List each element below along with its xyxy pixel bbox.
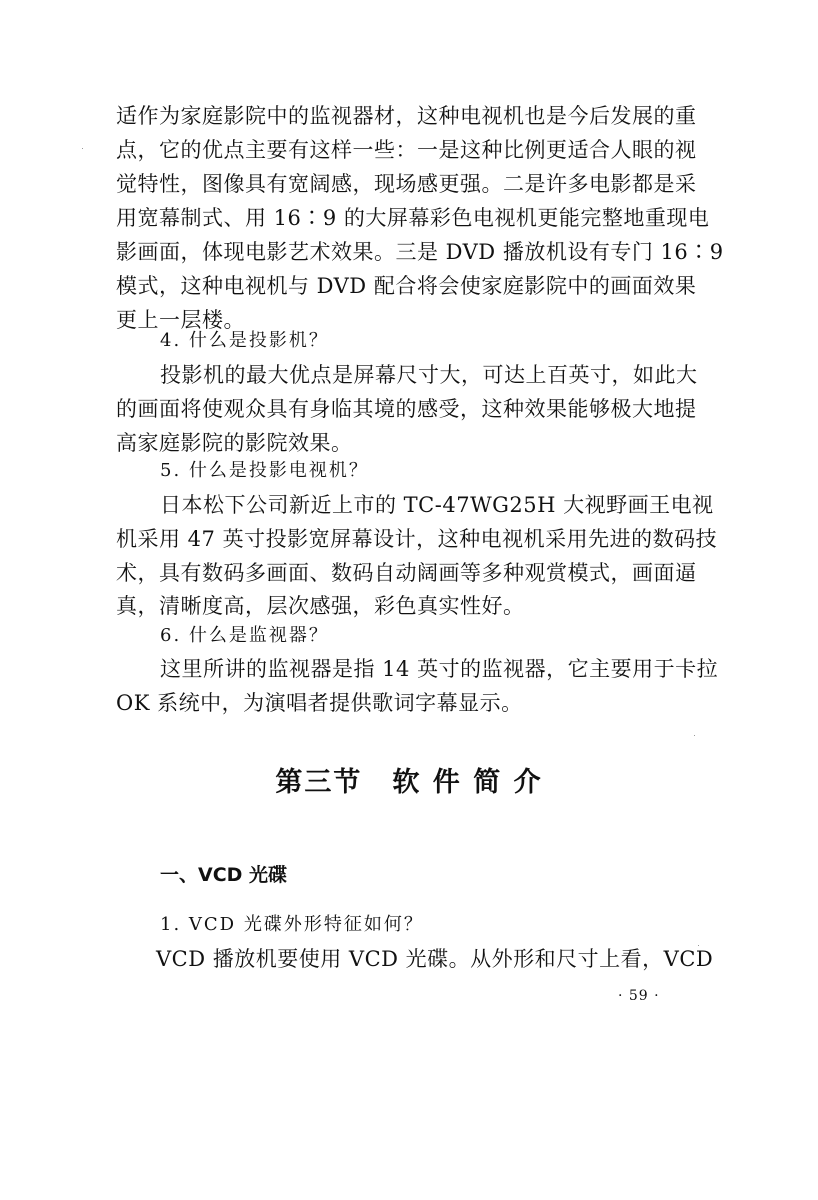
question-heading-6: 6. 什么是监视器？ bbox=[160, 625, 329, 646]
paragraph-line: 更上一层楼。 bbox=[116, 308, 245, 332]
paragraph-line: 机采用 47 英寸投影宽屏幕设计，这种电视机采用先进的数码技 bbox=[116, 527, 718, 551]
section-number: 第三节 bbox=[275, 767, 363, 798]
paragraph-line: 这里所讲的监视器是指 14 英寸的监视器，它主要用于卡拉 bbox=[160, 657, 719, 681]
subsection-heading: 一、VCD 光碟 bbox=[160, 864, 288, 886]
paragraph-line: 适作为家庭影院中的监视器材，这种电视机也是今后发展的重 bbox=[116, 104, 697, 128]
paragraph-line: 觉特性，图像具有宽阔感，现场感更强。二是许多电影都是采 bbox=[116, 172, 697, 196]
paragraph-line: 投影机的最大优点是屏幕尺寸大，可达上百英寸，如此大 bbox=[160, 363, 698, 387]
scan-speck bbox=[82, 148, 83, 149]
paragraph-line: 影画面，体现电影艺术效果。三是 DVD 播放机设有专门 16∶9 bbox=[116, 240, 724, 264]
paragraph-line: 用宽幕制式、用 16∶9 的大屏幕彩色电视机更能完整地重现电 bbox=[116, 206, 710, 230]
paragraph-line: 点，它的优点主要有这样一些：一是这种比例更适合人眼的视 bbox=[116, 138, 697, 162]
paragraph-line: 日本松下公司新近上市的 TC-47WG25H 大视野画王电视 bbox=[160, 493, 714, 517]
paragraph-line: VCD 播放机要使用 VCD 光碟。从外形和尺寸上看，VCD bbox=[156, 947, 714, 971]
section-name: 软 件 简 介 bbox=[392, 767, 543, 798]
paragraph-line: 的画面将使观众具有身临其境的感受，这种效果能够极大地提 bbox=[116, 397, 697, 421]
section-title bbox=[0, 760, 818, 799]
scan-speck bbox=[694, 735, 695, 736]
question-heading-5: 5. 什么是投影电视机？ bbox=[160, 460, 369, 481]
paragraph-line: 高家庭影院的影院效果。 bbox=[116, 431, 353, 455]
paragraph-line: OK 系统中，为演唱者提供歌词字幕显示。 bbox=[116, 691, 523, 715]
page-number: · 59 · bbox=[618, 988, 660, 1004]
scan-speck bbox=[698, 945, 699, 946]
question-heading-4: 4. 什么是投影机？ bbox=[160, 330, 329, 351]
paragraph-line: 模式，这种电视机与 DVD 配合将会使家庭影院中的画面效果 bbox=[116, 274, 697, 298]
paragraph-line: 真，清晰度高，层次感强，彩色真实性好。 bbox=[116, 594, 525, 618]
paragraph-line: 术，具有数码多画面、数码自动阔画等多种观赏模式，画面逼 bbox=[116, 561, 697, 585]
question-heading-1: 1. VCD 光碟外形特征如何？ bbox=[160, 914, 424, 935]
